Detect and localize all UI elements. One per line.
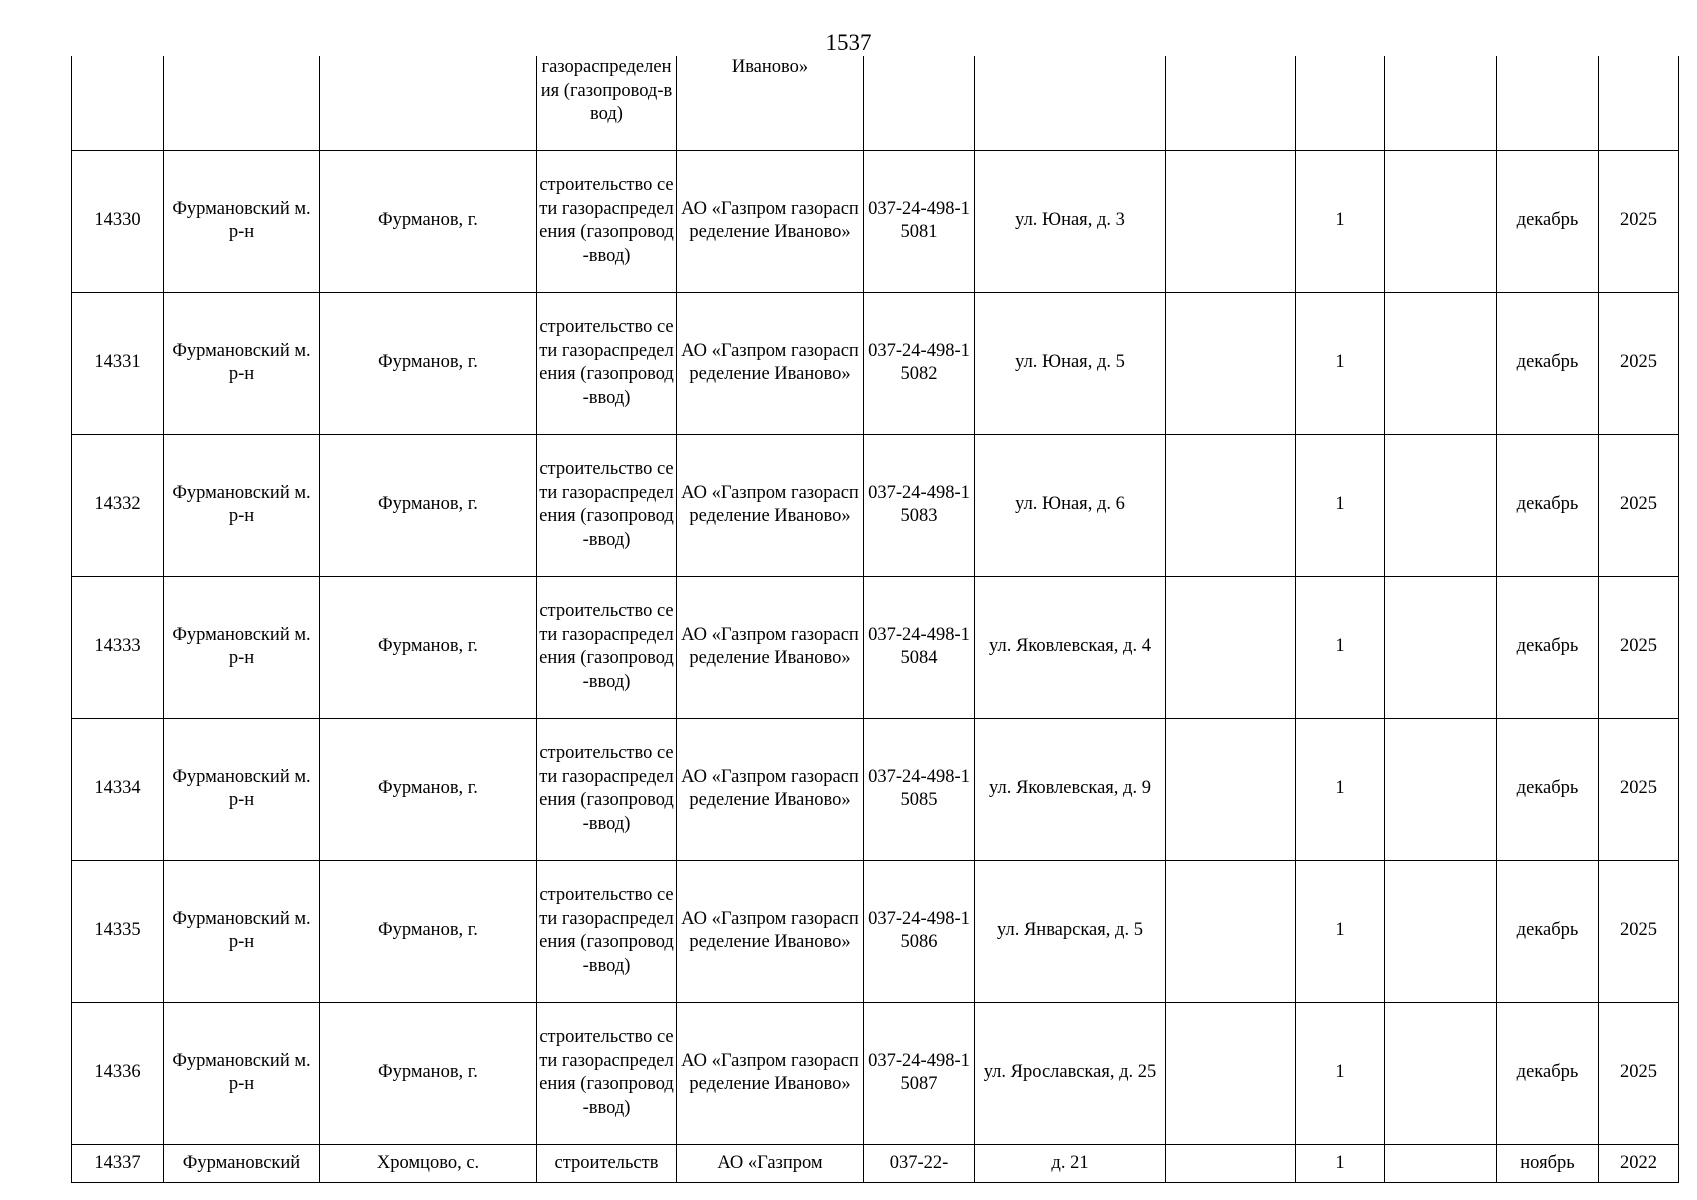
cell-num: 14332 xyxy=(72,434,164,576)
cell-work-type: строительство сети газораспределения (газопровод-ввод) xyxy=(537,292,677,434)
table-row xyxy=(72,150,1679,292)
table-row xyxy=(72,1002,1679,1144)
table-body xyxy=(72,56,1679,1182)
cell-organization: АО «Газпром газораспределение Иваново» xyxy=(677,150,864,292)
cell-code: 037-24-498-15082 xyxy=(864,292,975,434)
cell-year: 2025 xyxy=(1599,860,1679,1002)
cell-year: 2025 xyxy=(1599,718,1679,860)
cell-extra2 xyxy=(1385,1002,1497,1144)
cell-district: Фурмановский м.р-н xyxy=(164,434,320,576)
table-row xyxy=(72,292,1679,434)
cell-qty: 1 xyxy=(1296,1002,1385,1144)
cell-code: 037-24-498-15086 xyxy=(864,860,975,1002)
cell-address xyxy=(975,56,1166,150)
cell-work-type: строительств xyxy=(537,1144,677,1182)
cell-district: Фурмановский м.р-н xyxy=(164,292,320,434)
cell-extra xyxy=(1166,718,1296,860)
cell-code: 037-24-498-15083 xyxy=(864,434,975,576)
cell-year xyxy=(1599,56,1679,150)
cell-organization: АО «Газпром газораспределение Иваново» xyxy=(677,434,864,576)
cell-year: 2025 xyxy=(1599,1002,1679,1144)
cell-settlement: Фурманов, г. xyxy=(320,576,537,718)
data-table xyxy=(71,56,1679,1183)
cell-num: 14330 xyxy=(72,150,164,292)
cell-district: Фурмановский м.р-н xyxy=(164,1002,320,1144)
cell-code: 037-24-498-15081 xyxy=(864,150,975,292)
cell-extra xyxy=(1166,150,1296,292)
cell-qty: 1 xyxy=(1296,718,1385,860)
cell-num: 14331 xyxy=(72,292,164,434)
cell-month: декабрь xyxy=(1497,718,1599,860)
cell-work-type: строительство сети газораспределения (газопровод-ввод) xyxy=(537,860,677,1002)
cell-extra xyxy=(1166,576,1296,718)
cell-year: 2025 xyxy=(1599,576,1679,718)
cell-code: 037-24-498-15087 xyxy=(864,1002,975,1144)
cell-address: ул. Юная, д. 5 xyxy=(975,292,1166,434)
table-row xyxy=(72,576,1679,718)
cell-extra2 xyxy=(1385,718,1497,860)
cell-district: Фурмановский м.р-н xyxy=(164,576,320,718)
cell-year: 2025 xyxy=(1599,150,1679,292)
cell-organization: АО «Газпром газораспределение Иваново» xyxy=(677,576,864,718)
cell-qty: 1 xyxy=(1296,1144,1385,1182)
cell-organization: Иваново» xyxy=(677,56,864,150)
cell-extra2 xyxy=(1385,292,1497,434)
cell-extra xyxy=(1166,56,1296,150)
cell-qty: 1 xyxy=(1296,576,1385,718)
cell-settlement: Фурманов, г. xyxy=(320,1002,537,1144)
cell-month: декабрь xyxy=(1497,1002,1599,1144)
table-row xyxy=(72,860,1679,1002)
cell-qty: 1 xyxy=(1296,434,1385,576)
cell-month: декабрь xyxy=(1497,576,1599,718)
cell-extra2 xyxy=(1385,1144,1497,1182)
cell-organization: АО «Газпром газораспределение Иваново» xyxy=(677,718,864,860)
cell-address: ул. Ярославская, д. 25 xyxy=(975,1002,1166,1144)
cell-address: ул. Юная, д. 3 xyxy=(975,150,1166,292)
cell-num: 14335 xyxy=(72,860,164,1002)
cell-year: 2025 xyxy=(1599,292,1679,434)
cell-year: 2022 xyxy=(1599,1144,1679,1182)
cell-settlement: Фурманов, г. xyxy=(320,292,537,434)
cell-code: 037-24-498-15084 xyxy=(864,576,975,718)
cell-organization: АО «Газпром xyxy=(677,1144,864,1182)
table-row xyxy=(72,1144,1679,1182)
table-row xyxy=(72,434,1679,576)
cell-settlement xyxy=(320,56,537,150)
cell-district: Фурмановский м.р-н xyxy=(164,150,320,292)
cell-extra2 xyxy=(1385,860,1497,1002)
cell-organization: АО «Газпром газораспределение Иваново» xyxy=(677,1002,864,1144)
cell-extra2 xyxy=(1385,150,1497,292)
cell-extra2 xyxy=(1385,434,1497,576)
cell-extra xyxy=(1166,434,1296,576)
cell-address: ул. Январская, д. 5 xyxy=(975,860,1166,1002)
cell-num: 14333 xyxy=(72,576,164,718)
cell-work-type: строительство сети газораспределения (газопровод-ввод) xyxy=(537,150,677,292)
cell-organization: АО «Газпром газораспределение Иваново» xyxy=(677,860,864,1002)
cell-organization: АО «Газпром газораспределение Иваново» xyxy=(677,292,864,434)
cell-qty: 1 xyxy=(1296,860,1385,1002)
cell-extra xyxy=(1166,292,1296,434)
cell-extra xyxy=(1166,1002,1296,1144)
cell-settlement: Фурманов, г. xyxy=(320,434,537,576)
cell-code: 037-24-498-15085 xyxy=(864,718,975,860)
cell-work-type: газораспределения (газопровод-ввод) xyxy=(537,56,677,150)
cell-code xyxy=(864,56,975,150)
cell-work-type: строительство сети газораспределения (газопровод-ввод) xyxy=(537,718,677,860)
table-row-continuation xyxy=(72,56,1679,150)
cell-settlement: Фурманов, г. xyxy=(320,150,537,292)
cell-district xyxy=(164,56,320,150)
cell-extra xyxy=(1166,860,1296,1002)
cell-extra2 xyxy=(1385,56,1497,150)
cell-district: Фурмановский м.р-н xyxy=(164,860,320,1002)
cell-month xyxy=(1497,56,1599,150)
cell-qty xyxy=(1296,56,1385,150)
cell-num: 14337 xyxy=(72,1144,164,1182)
cell-district: Фурмановский xyxy=(164,1144,320,1182)
cell-work-type: строительство сети газораспределения (газопровод-ввод) xyxy=(537,434,677,576)
cell-month: ноябрь xyxy=(1497,1144,1599,1182)
cell-extra2 xyxy=(1385,576,1497,718)
cell-num: 14336 xyxy=(72,1002,164,1144)
page-number: 1537 xyxy=(825,30,872,55)
cell-address: д. 21 xyxy=(975,1144,1166,1182)
cell-settlement: Хромцово, с. xyxy=(320,1144,537,1182)
cell-qty: 1 xyxy=(1296,292,1385,434)
cell-month: декабрь xyxy=(1497,860,1599,1002)
cell-num: 14334 xyxy=(72,718,164,860)
cell-address: ул. Яковлевская, д. 9 xyxy=(975,718,1166,860)
cell-work-type: строительство сети газораспределения (газопровод-ввод) xyxy=(537,576,677,718)
cell-address: ул. Юная, д. 6 xyxy=(975,434,1166,576)
cell-settlement: Фурманов, г. xyxy=(320,860,537,1002)
table-row xyxy=(72,718,1679,860)
cell-month: декабрь xyxy=(1497,292,1599,434)
cell-code: 037-22- xyxy=(864,1144,975,1182)
cell-work-type: строительство сети газораспределения (газопровод-ввод) xyxy=(537,1002,677,1144)
cell-num xyxy=(72,56,164,150)
cell-extra xyxy=(1166,1144,1296,1182)
cell-address: ул. Яковлевская, д. 4 xyxy=(975,576,1166,718)
cell-month: декабрь xyxy=(1497,434,1599,576)
cell-district: Фурмановский м.р-н xyxy=(164,718,320,860)
cell-settlement: Фурманов, г. xyxy=(320,718,537,860)
cell-month: декабрь xyxy=(1497,150,1599,292)
cell-qty: 1 xyxy=(1296,150,1385,292)
cell-year: 2025 xyxy=(1599,434,1679,576)
